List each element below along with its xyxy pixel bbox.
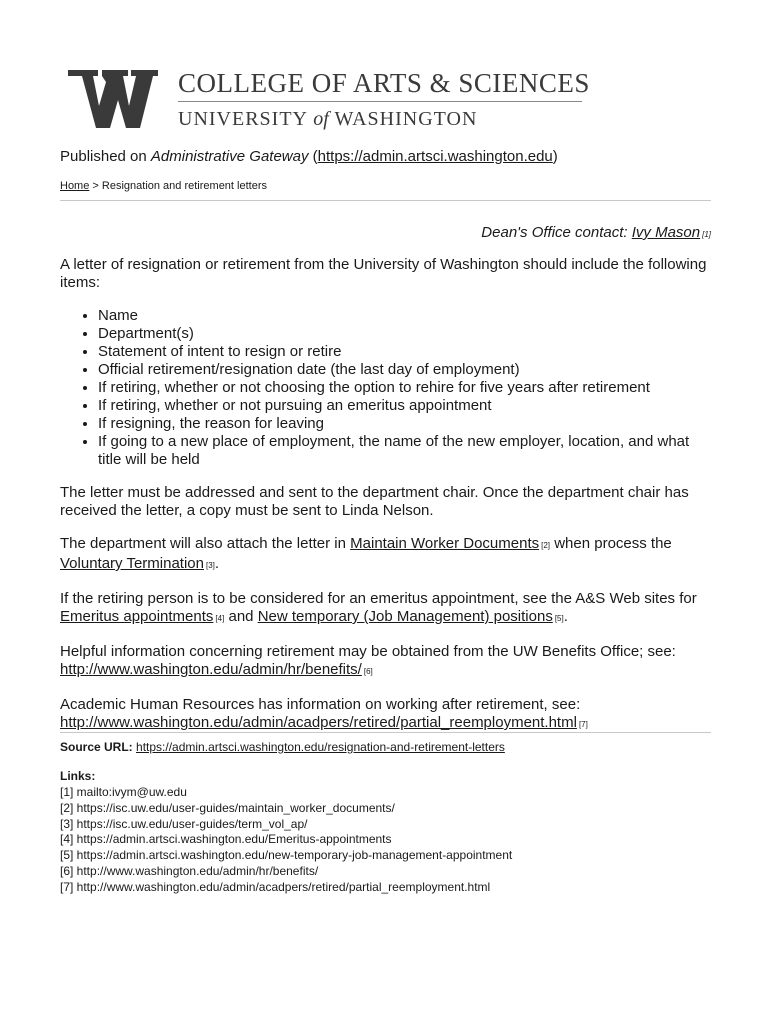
ahr-paragraph: Academic Human Resources has information on working after retirement, see: http://www.washington.edu/admin/acadpers/retired/partial_reemployment.html [7] (60, 696, 588, 731)
link-reference: [3] https://isc.uw.edu/user-guides/term_vol_ap/ (60, 816, 308, 831)
link-reference: [7] http://www.washington.edu/admin/acadpers/retired/partial_reemployment.html (60, 879, 491, 894)
breadcrumb-current: Resignation and retirement letters (101, 180, 267, 192)
list-item: • Statement of intent to resign or retire (98, 343, 711, 361)
contact-name-link[interactable]: Ivy Mason (631, 224, 701, 241)
university-name: UNIVERSITY of WASHINGTON (178, 108, 478, 130)
partial-reemployment-link[interactable]: http://www.washington.edu/admin/acadpers/retired/partial_reemployment.html (60, 714, 577, 731)
emeritus-appointments-link[interactable]: Emeritus appointments (60, 608, 214, 625)
college-name: COLLEGE OF ARTS & SCIENCES (178, 68, 590, 98)
breadcrumb: Home > Resignation and retirement letters (60, 180, 267, 192)
attach-paragraph: The department will also attach the letter in Maintain Worker Documents [2] when process the Voluntary Termination [3]. (60, 535, 672, 572)
list-item: • Official retirement/resignation date (the last day of employment) (98, 361, 711, 379)
main-content (60, 256, 711, 749)
list-item: • If going to a new place of employment, the name of the new employer, location, and what title will be held (98, 433, 711, 469)
link-reference: [5] https://admin.artsci.washington.edu/new-temporary-job-management-appointment (60, 848, 513, 863)
source-url-link[interactable]: https://admin.artsci.washington.edu/resignation-and-retirement-letters (136, 740, 505, 754)
emeritus-paragraph: If the retiring person is to be considered for an emeritus appointment, see the A&S Web sites for Emeritus appointments [4] and New temporary (Job Management) positions [5]. (60, 590, 697, 625)
deans-office-contact: Dean's Office contact: Ivy Mason [1] (481, 224, 711, 241)
link-reference: [4] https://admin.artsci.washington.edu/Emeritus-appointments (60, 832, 392, 847)
voluntary-termination-link[interactable]: Voluntary Termination (60, 555, 204, 572)
site-name: Administrative Gateway (150, 148, 309, 165)
benefits-paragraph: Helpful information concerning retirement may be obtained from the UW Benefits Office; see: http://www.washington.edu/admin/hr/benefits/ [6] (60, 643, 676, 678)
gateway-link[interactable]: https://admin.artsci.washington.edu (317, 148, 553, 165)
source-url: Source URL: https://admin.artsci.washington.edu/resignation-and-retirement-letters (60, 740, 505, 754)
new-temporary-positions-link[interactable]: New temporary (Job Management) positions (257, 608, 553, 625)
link-reference: [2] https://isc.uw.edu/user-guides/maintain_worker_documents/ (60, 800, 395, 815)
links-heading: Links: (60, 769, 96, 783)
uw-w-logo (68, 70, 158, 128)
required-items-list (60, 307, 711, 469)
maintain-worker-documents-link[interactable]: Maintain Worker Documents (350, 535, 540, 552)
logo-divider (178, 101, 582, 102)
intro-paragraph: A letter of resignation or retirement from the University of Washington should include the following items: (60, 256, 707, 291)
college-logo (68, 68, 588, 138)
list-item: • If resigning, the reason for leaving (98, 415, 711, 433)
list-item: • Name (98, 307, 711, 325)
link-reference: [6] http://www.washington.edu/admin/hr/benefits/ (60, 863, 319, 878)
divider (60, 732, 711, 733)
divider (60, 200, 711, 201)
breadcrumb-home[interactable]: Home (60, 180, 90, 192)
address-paragraph: The letter must be addressed and sent to the department chair. Once the department chair has received the letter, a copy must be sent to Linda Nelson. (60, 484, 689, 519)
list-item: • Department(s) (98, 325, 711, 343)
list-item: • If retiring, whether or not choosing the option to rehire for five years after retirement (98, 379, 711, 397)
link-reference: [1] mailto:ivym@uw.edu (60, 785, 187, 799)
list-item: • If retiring, whether or not pursuing an emeritus appointment (98, 397, 711, 415)
links-list (60, 785, 512, 896)
benefits-link[interactable]: http://www.washington.edu/admin/hr/benefits/ (60, 661, 362, 678)
published-line: Published on Administrative Gateway (https://admin.artsci.washington.edu) (60, 148, 558, 165)
